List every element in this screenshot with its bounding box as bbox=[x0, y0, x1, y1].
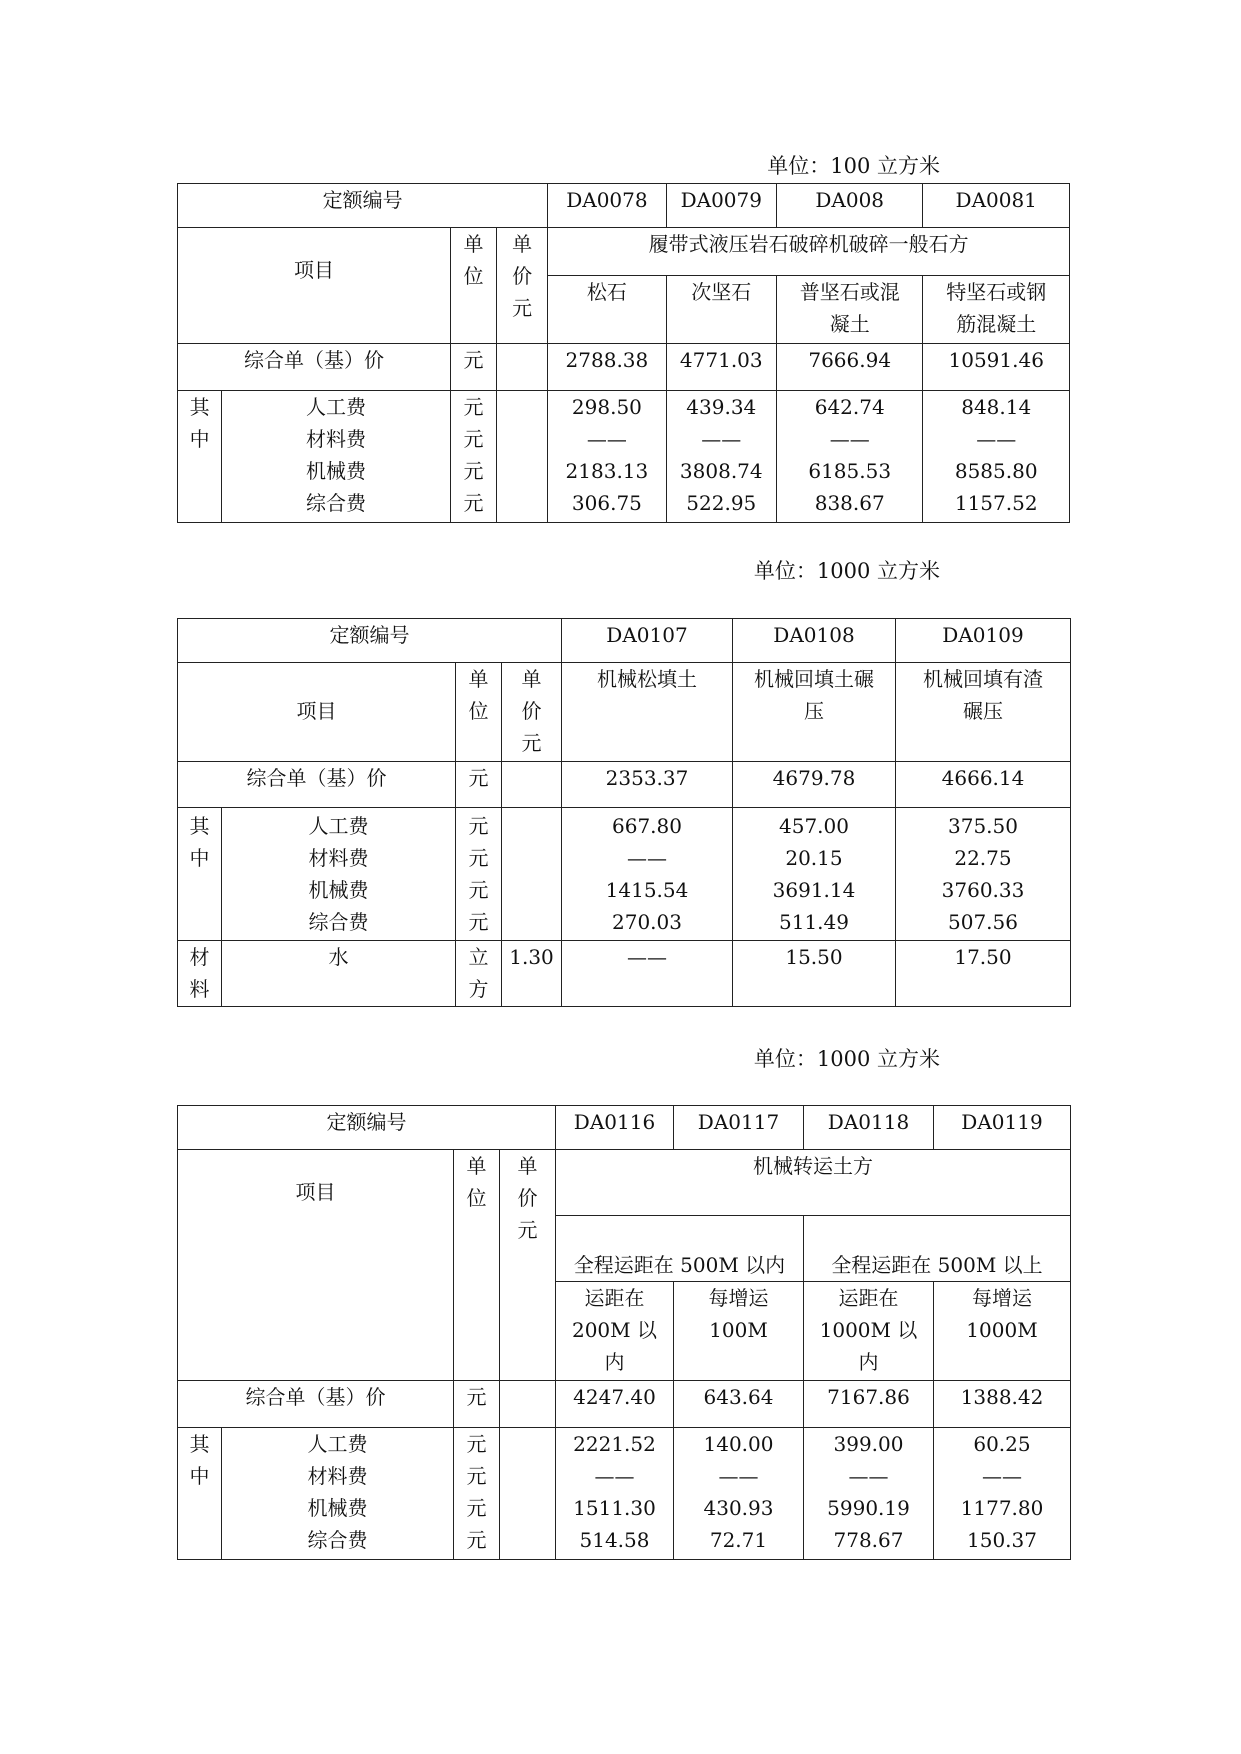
breakdown-side-label bbox=[178, 808, 222, 941]
row-value: 375.50 bbox=[948, 814, 1018, 838]
cell-line: 位 bbox=[468, 699, 489, 723]
cell-line: 特坚石或钢 bbox=[946, 280, 1047, 304]
sub-header bbox=[776, 276, 922, 344]
row-value: 838.67 bbox=[814, 491, 885, 515]
material-value: 15.50 bbox=[733, 941, 896, 1007]
quota-code-label: 定额编号 bbox=[178, 184, 548, 228]
price-col-header bbox=[497, 228, 548, 344]
row-value: 8585.80 bbox=[954, 459, 1038, 483]
row-unit: 元 bbox=[468, 814, 489, 838]
row-value: 270.03 bbox=[612, 910, 682, 934]
breakdown-values bbox=[733, 808, 896, 941]
cell-line: 单 bbox=[463, 232, 484, 256]
row-label: 综合费 bbox=[308, 910, 369, 934]
quota-code: DA0116 bbox=[556, 1106, 674, 1150]
cell-line: 单 bbox=[466, 1154, 487, 1178]
cell-line: 中 bbox=[189, 1464, 210, 1488]
breakdown-values bbox=[548, 391, 666, 523]
breakdown-side-label bbox=[178, 391, 222, 523]
row-unit: 元 bbox=[466, 1496, 487, 1520]
row-value: 150.37 bbox=[967, 1528, 1037, 1552]
cell-line: 普坚石或混 bbox=[799, 280, 900, 304]
breakdown-units bbox=[450, 391, 496, 523]
total-price-cell bbox=[502, 762, 562, 808]
material-side-label bbox=[178, 941, 222, 1007]
row-label: 材料费 bbox=[306, 427, 367, 451]
breakdown-values bbox=[934, 1428, 1071, 1560]
cell-line: 内 bbox=[858, 1350, 879, 1374]
cell-line: 单 bbox=[521, 667, 542, 691]
total-value: 2788.38 bbox=[548, 344, 666, 391]
breakdown-side-label bbox=[178, 1428, 222, 1560]
row-unit: 元 bbox=[466, 1528, 487, 1552]
row-value: 514.58 bbox=[579, 1528, 650, 1552]
row-value: 399.00 bbox=[833, 1432, 904, 1456]
row-value: 3808.74 bbox=[679, 459, 763, 483]
row-label: 人工费 bbox=[306, 395, 367, 419]
sub-header bbox=[556, 1282, 674, 1381]
cell-line: 材 bbox=[189, 945, 210, 969]
cell-line: 每增运 bbox=[972, 1286, 1032, 1310]
row-unit: 元 bbox=[463, 427, 484, 451]
cell-line: 其 bbox=[189, 814, 210, 838]
row-value: 60.25 bbox=[973, 1432, 1031, 1456]
row-value: 430.93 bbox=[703, 1496, 774, 1520]
quota-code: DA0081 bbox=[923, 184, 1070, 228]
cell-line: 位 bbox=[466, 1186, 487, 1210]
quota-code-label: 定额编号 bbox=[178, 619, 562, 663]
quota-table-1 bbox=[177, 183, 1070, 523]
row-value: —— bbox=[718, 1464, 759, 1488]
breakdown-values bbox=[804, 1428, 934, 1560]
quota-code-label: 定额编号 bbox=[178, 1106, 556, 1150]
row-value: 507.56 bbox=[948, 910, 1018, 934]
cell-line: 其 bbox=[189, 395, 210, 419]
breakdown-price bbox=[500, 1428, 556, 1560]
row-label: 人工费 bbox=[307, 1432, 368, 1456]
item-header: 项目 bbox=[178, 1150, 454, 1381]
breakdown-units bbox=[454, 1428, 500, 1560]
total-value: 7666.94 bbox=[776, 344, 922, 391]
total-value: 7167.86 bbox=[804, 1381, 934, 1428]
price-col-header bbox=[500, 1150, 556, 1381]
sub-header bbox=[674, 1282, 804, 1381]
material-value: 17.50 bbox=[896, 941, 1071, 1007]
quota-code: DA0119 bbox=[934, 1106, 1071, 1150]
sub-header bbox=[896, 663, 1071, 762]
breakdown-price bbox=[497, 391, 548, 523]
group-a-header: 全程运距在 500M 以内 bbox=[556, 1216, 804, 1282]
row-value: 642.74 bbox=[814, 395, 885, 419]
quota-code: DA008 bbox=[776, 184, 922, 228]
quota-code: DA0078 bbox=[548, 184, 666, 228]
row-label: 机械费 bbox=[307, 1496, 368, 1520]
cell-line: 100M bbox=[709, 1318, 768, 1342]
row-unit: 元 bbox=[466, 1432, 487, 1456]
quota-code: DA0079 bbox=[666, 184, 776, 228]
row-value: 522.95 bbox=[686, 491, 757, 515]
cell-line: 元 bbox=[517, 1218, 538, 1242]
row-value: 3760.33 bbox=[941, 878, 1025, 902]
row-label: 综合费 bbox=[307, 1528, 368, 1552]
cell-line: 单 bbox=[517, 1154, 538, 1178]
quota-code: DA0118 bbox=[804, 1106, 934, 1150]
cell-line: 次坚石 bbox=[691, 280, 752, 304]
row-value: 1415.54 bbox=[605, 878, 689, 902]
cell-line: 机械回填有渣 bbox=[923, 667, 1043, 691]
row-unit: 元 bbox=[463, 491, 484, 515]
breakdown-values bbox=[666, 391, 776, 523]
row-label: 综合费 bbox=[306, 491, 367, 515]
total-price-cell bbox=[497, 344, 548, 391]
row-value: —— bbox=[701, 427, 742, 451]
row-label: 人工费 bbox=[308, 814, 369, 838]
quota-code: DA0109 bbox=[896, 619, 1071, 663]
row-label: 材料费 bbox=[308, 846, 369, 870]
row-value: —— bbox=[627, 846, 667, 870]
material-label: 水 bbox=[222, 941, 456, 1007]
sub-header bbox=[562, 663, 733, 762]
cell-line: 元 bbox=[512, 296, 533, 320]
sub-header bbox=[934, 1282, 1071, 1381]
item-header: 项目 bbox=[178, 228, 451, 344]
cell-line: 碾压 bbox=[963, 699, 1003, 723]
group-header: 机械转运土方 bbox=[556, 1150, 1071, 1216]
breakdown-labels bbox=[222, 1428, 454, 1560]
breakdown-price bbox=[502, 808, 562, 941]
row-value: —— bbox=[829, 427, 870, 451]
row-value: 1177.80 bbox=[960, 1496, 1044, 1520]
unit-label-2: 单位：1000 立方米 bbox=[753, 559, 940, 583]
total-value: 4666.14 bbox=[896, 762, 1071, 808]
total-price-cell bbox=[500, 1381, 556, 1428]
cell-line: 料 bbox=[189, 977, 210, 1001]
cell-line: 其 bbox=[189, 1432, 210, 1456]
row-value: —— bbox=[976, 427, 1017, 451]
row-value: —— bbox=[848, 1464, 889, 1488]
cell-line: 价 bbox=[517, 1186, 538, 1210]
breakdown-values bbox=[674, 1428, 804, 1560]
unit-col-header bbox=[454, 1150, 500, 1381]
total-price-label: 综合单（基）价 bbox=[178, 762, 456, 808]
cell-line: 位 bbox=[463, 264, 484, 288]
cell-line: 内 bbox=[604, 1350, 625, 1374]
total-value: 4247.40 bbox=[556, 1381, 674, 1428]
breakdown-values bbox=[556, 1428, 674, 1560]
row-unit: 元 bbox=[468, 910, 489, 934]
cell-line: 单 bbox=[468, 667, 489, 691]
row-value: 439.34 bbox=[686, 395, 757, 419]
breakdown-values bbox=[562, 808, 733, 941]
row-unit: 元 bbox=[468, 846, 489, 870]
item-header: 项目 bbox=[178, 663, 456, 762]
cell-line: 1000M 以 bbox=[819, 1318, 918, 1342]
total-value: 10591.46 bbox=[923, 344, 1070, 391]
row-value: 2221.52 bbox=[573, 1432, 656, 1456]
breakdown-labels bbox=[222, 391, 451, 523]
row-value: 6185.53 bbox=[808, 459, 892, 483]
breakdown-values bbox=[923, 391, 1070, 523]
cell-line: 元 bbox=[521, 731, 542, 755]
price-col-header bbox=[502, 663, 562, 762]
cell-line: 压 bbox=[804, 699, 824, 723]
total-price-label: 综合单（基）价 bbox=[178, 1381, 454, 1428]
cell-line: 松石 bbox=[586, 280, 627, 304]
row-value: 306.75 bbox=[571, 491, 642, 515]
row-value: —— bbox=[982, 1464, 1022, 1488]
quota-code: DA0108 bbox=[733, 619, 896, 663]
unit-col-header bbox=[456, 663, 502, 762]
cell-line: 凝土 bbox=[829, 312, 870, 336]
cell-line: 每增运 bbox=[708, 1286, 769, 1310]
breakdown-labels bbox=[222, 808, 456, 941]
cell-line: 中 bbox=[189, 427, 210, 451]
total-unit: 元 bbox=[454, 1381, 500, 1428]
sub-header bbox=[733, 663, 896, 762]
row-value: 667.80 bbox=[612, 814, 682, 838]
total-value: 4771.03 bbox=[666, 344, 776, 391]
quota-code: DA0107 bbox=[562, 619, 733, 663]
material-price: 1.30 bbox=[502, 941, 562, 1007]
row-value: 1157.52 bbox=[954, 491, 1038, 515]
unit-label-1: 单位：100 立方米 bbox=[767, 154, 940, 178]
cell-line: 价 bbox=[512, 264, 533, 288]
row-value: 457.00 bbox=[779, 814, 849, 838]
sub-header bbox=[548, 276, 666, 344]
row-value: 3691.14 bbox=[772, 878, 856, 902]
total-unit: 元 bbox=[450, 344, 496, 391]
row-unit: 元 bbox=[468, 878, 489, 902]
quota-table-3 bbox=[177, 1105, 1071, 1560]
group-header: 履带式液压岩石破碎机破碎一般石方 bbox=[548, 228, 1070, 276]
row-unit: 元 bbox=[463, 395, 484, 419]
material-value: —— bbox=[562, 941, 733, 1007]
row-value: 72.71 bbox=[709, 1528, 768, 1552]
cell-line: 中 bbox=[189, 846, 210, 870]
row-value: 298.50 bbox=[571, 395, 642, 419]
quota-code: DA0117 bbox=[674, 1106, 804, 1150]
row-label: 机械费 bbox=[308, 878, 369, 902]
total-price-label: 综合单（基）价 bbox=[178, 344, 451, 391]
cell-line: 价 bbox=[521, 699, 542, 723]
breakdown-values bbox=[896, 808, 1071, 941]
row-label: 机械费 bbox=[306, 459, 367, 483]
cell-line: 运距在 bbox=[838, 1286, 899, 1310]
row-value: 1511.30 bbox=[573, 1496, 656, 1520]
quota-table-2 bbox=[177, 618, 1071, 1007]
total-unit: 元 bbox=[456, 762, 502, 808]
cell-line: 筋混凝土 bbox=[956, 312, 1037, 336]
row-value: 140.00 bbox=[703, 1432, 774, 1456]
row-value: 511.49 bbox=[779, 910, 849, 934]
cell-line: 运距在 bbox=[584, 1286, 645, 1310]
total-value: 1388.42 bbox=[934, 1381, 1071, 1428]
row-value: 20.15 bbox=[785, 846, 843, 870]
row-value: 848.14 bbox=[961, 395, 1032, 419]
cell-line: 机械松填土 bbox=[597, 667, 697, 691]
row-value: —— bbox=[594, 1464, 635, 1488]
material-unit bbox=[456, 941, 502, 1007]
row-value: 22.75 bbox=[954, 846, 1012, 870]
sub-header bbox=[666, 276, 776, 344]
row-value: 5990.19 bbox=[827, 1496, 910, 1520]
row-unit: 元 bbox=[463, 459, 484, 483]
cell-line: 立 bbox=[468, 945, 489, 969]
cell-line: 方 bbox=[468, 977, 489, 1001]
breakdown-values bbox=[776, 391, 922, 523]
row-value: 778.67 bbox=[833, 1528, 904, 1552]
group-b-header: 全程运距在 500M 以上 bbox=[804, 1216, 1071, 1282]
total-value: 643.64 bbox=[674, 1381, 804, 1428]
row-unit: 元 bbox=[466, 1464, 487, 1488]
row-value: —— bbox=[586, 427, 627, 451]
unit-label-3: 单位：1000 立方米 bbox=[753, 1047, 940, 1071]
row-value: 2183.13 bbox=[565, 459, 649, 483]
total-value: 2353.37 bbox=[562, 762, 733, 808]
breakdown-units bbox=[456, 808, 502, 941]
sub-header bbox=[923, 276, 1070, 344]
cell-line: 机械回填土碾 bbox=[754, 667, 874, 691]
cell-line: 200M 以 bbox=[571, 1318, 657, 1342]
row-label: 材料费 bbox=[307, 1464, 368, 1488]
unit-col-header bbox=[450, 228, 496, 344]
cell-line: 1000M bbox=[966, 1318, 1038, 1342]
total-value: 4679.78 bbox=[733, 762, 896, 808]
cell-line: 单 bbox=[512, 232, 533, 256]
sub-header bbox=[804, 1282, 934, 1381]
